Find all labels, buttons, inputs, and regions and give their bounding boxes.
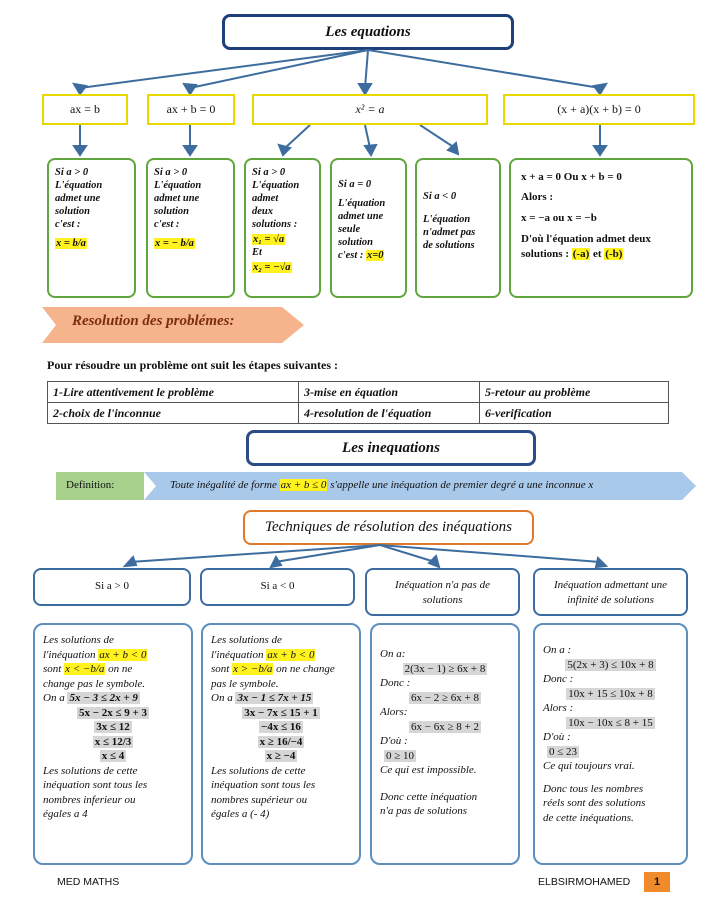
type-box-x-squared: x² = a (252, 94, 488, 125)
ineq-header-positive: Si a > 0 (33, 568, 191, 606)
type-box-ax-plus-b: ax + b = 0 (147, 94, 235, 125)
case-box-4: Si a = 0 L'équation admet une seule solution c'est : x=0 (330, 158, 407, 298)
definition-label: Definition: (66, 479, 115, 491)
definition-text: Toute inégalité de forme ax + b ≤ 0 s'appelle une inéquation de premier degré a une inconnue x (170, 479, 594, 491)
techniques-title: Techniques de résolution des inéquations (243, 510, 534, 545)
ineq-header-no-solution: Inéquation n'a pas de solutions (365, 568, 520, 616)
step-5: 5-retour au problème (480, 382, 669, 403)
ineq-col-positive: Les solutions de l'inéquation ax + b < 0 sont x < −b/a on ne change pas le symbole. On a 5x − 3 ≤ 2x + 9 5x − 2x ≤ 9 + 3 3x ≤ 12 x ≤ 12/3 x ≤ 4 Les solutions de cette inéquation sont tous les nombres inferieur ou égales a 4 (33, 623, 193, 865)
footer-left: MED MATHS (57, 876, 120, 888)
case-box-2: Si a > 0 L'équation admet une solution c'est : x = − b/a (146, 158, 235, 298)
problems-intro: Pour résoudre un problème ont suit les étapes suivantes : (47, 358, 339, 372)
steps-table (47, 381, 669, 424)
page-number: 1 (644, 872, 670, 892)
footer-right: ELBSIRMOHAMED (538, 876, 631, 888)
ineq-header-infinite: Inéquation admettant une infinité de solutions (533, 568, 688, 616)
step-2: 2-choix de l'inconnue (48, 403, 299, 424)
type-box-product: (x + a)(x + b) = 0 (503, 94, 695, 125)
case-box-5: Si a < 0 L'équation n'admet pas de solutions (415, 158, 501, 298)
table-row (48, 382, 669, 403)
tree-arrows (0, 0, 720, 160)
ineq-col-negative: Les solutions de l'inéquation ax + b < 0 sont x > −b/a on ne change pas le symbole. On a 3x − 1 ≤ 7x + 15 3x − 7x ≤ 15 + 1 −4x ≤ 16 x ≥ 16/−4 x ≥ −4 Les solutions de cette inéquation sont tous les nombres supérieur ou égales a (- 4) (201, 623, 361, 865)
table-row (48, 403, 669, 424)
step-3: 3-mise en équation (299, 382, 480, 403)
step-1: 1-Lire attentivement le problème (48, 382, 299, 403)
inequations-title: Les inequations (246, 430, 536, 466)
case-box-6: x + a = 0 Ou x + b = 0 Alors : x = −a ou x = −b D'où l'équation admet deux solutions : (-a) et (-b) (509, 158, 693, 298)
equations-title: Les equations (222, 14, 514, 50)
ineq-header-negative: Si a < 0 (200, 568, 355, 606)
step-4: 4-resolution de l'équation (299, 403, 480, 424)
case-box-1: Si a > 0 L'équation admet une solution c'est : x = b/a (47, 158, 136, 298)
step-6: 6-verification (480, 403, 669, 424)
case-box-3: Si a > 0 L'équation admet deux solutions : x₁ = √a Et x₂ = −√a (244, 158, 321, 298)
problems-banner-title: Resolution des problémes: (72, 313, 235, 329)
ineq-col-no-solution: On a: 2(3x − 1) ≥ 6x + 8 Donc : 6x − 2 ≥ 6x + 8 Alors: 6x − 6x ≥ 8 + 2 D'où : 0 ≥ 10 Ce qui est impossible. Donc cette inéquation n'a pas de solutions (370, 623, 520, 865)
techniques-arrows (0, 540, 720, 570)
ineq-col-infinite: On a : 5(2x + 3) ≤ 10x + 8 Donc : 10x + 15 ≤ 10x + 8 Alors : 10x − 10x ≤ 8 + 15 D'où : 0 ≤ 23 Ce qui toujours vrai. Donc tous les nombres réels sont des solutions de cette inéquations. (533, 623, 688, 865)
type-box-ax-b: ax = b (42, 94, 128, 125)
